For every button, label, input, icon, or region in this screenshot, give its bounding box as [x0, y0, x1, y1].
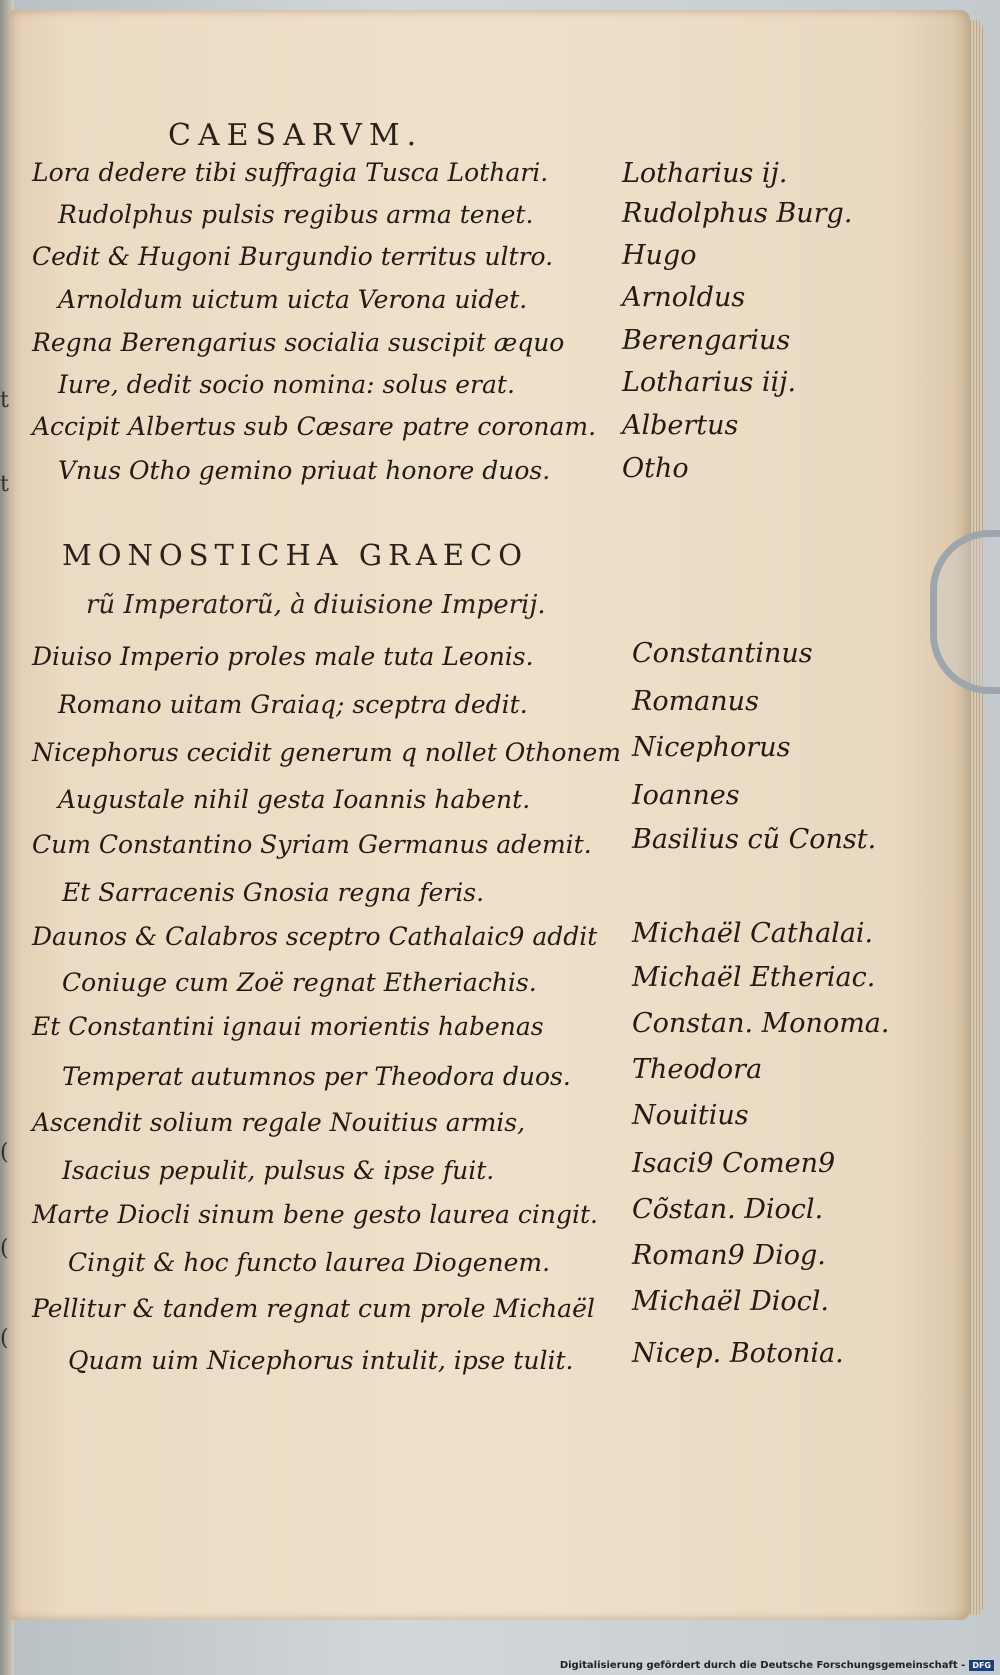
margin-name: Berengarius: [622, 325, 791, 356]
verse-line: Et Constantini ignaui morientis habenas: [32, 1012, 544, 1041]
margin-name: Otho: [622, 453, 689, 484]
verse-line: Nicephorus cecidit generum q nollet Othonem: [32, 738, 622, 767]
verse-line: Arnoldum uictum uicta Verona uidet.: [58, 285, 528, 314]
verse-line: Ascendit solium regale Nouitius armis,: [32, 1108, 526, 1137]
left-margin-mark: t: [0, 388, 9, 413]
verse-line: Cedit & Hugoni Burgundio territus ultro.: [32, 242, 554, 271]
verse-line: Isacius pepulit, pulsus & ipse fuit.: [62, 1156, 495, 1185]
margin-name: Michaël Etheriac.: [632, 962, 876, 993]
left-margin-mark: (: [0, 1326, 9, 1351]
margin-name: Michaël Diocl.: [632, 1286, 829, 1317]
credit-text: Digitalisierung gefördert durch die Deutsche Forschungsgemeinschaft -: [559, 1660, 966, 1671]
verse-line: Quam uim Nicephorus intulit, ipse tulit.: [68, 1346, 574, 1375]
margin-name: Hugo: [622, 240, 697, 271]
verse-line: Temperat autumnos per Theodora duos.: [62, 1062, 571, 1091]
verse-line: Cingit & hoc functo laurea Diogenem.: [68, 1248, 551, 1277]
margin-name: Albertus: [622, 410, 739, 441]
margin-name: Lotharius ij.: [622, 158, 788, 189]
verse-line: Diuiso Imperio proles male tuta Leonis.: [32, 642, 534, 671]
section-subtitle: rũ Imperatorũ, à diuisione Imperij.: [86, 590, 546, 620]
verse-line: Et Sarracenis Gnosia regna feris.: [62, 878, 485, 907]
margin-name: Lotharius iij.: [622, 367, 797, 398]
margin-name: Michaël Cathalai.: [632, 918, 874, 949]
margin-name: Arnoldus: [622, 282, 746, 313]
verse-line: Daunos & Calabros sceptro Cathalaic9 addit: [32, 922, 598, 951]
verse-line: Vnus Otho gemino priuat honore duos.: [58, 456, 551, 485]
left-margin-mark: t: [0, 472, 9, 497]
margin-name: Constan. Monoma.: [632, 1008, 890, 1039]
dfg-logo: DFG: [969, 1660, 994, 1671]
margin-name: Ioannes: [632, 780, 740, 811]
verse-line: Accipit Albertus sub Cæsare patre coronam.: [32, 412, 597, 441]
section-title: MONOSTICHA GRAECO: [62, 538, 529, 572]
margin-name: Basilius cũ Const.: [632, 824, 877, 855]
left-margin-mark: (: [0, 1236, 9, 1261]
margin-name: Constantinus: [632, 638, 813, 669]
margin-name: Isaci9 Comen9: [632, 1148, 836, 1179]
book-page: [10, 10, 970, 1620]
margin-name: Rudolphus Burg.: [622, 198, 853, 229]
verse-line: Pellitur & tandem regnat cum prole Michaël: [32, 1294, 595, 1323]
verse-line: Coniuge cum Zoë regnat Etheriachis.: [62, 968, 537, 997]
verse-line: Iure, dedit socio nomina: solus erat.: [58, 370, 515, 399]
verse-line: Regna Berengarius socialia suscipit æquo: [32, 328, 565, 357]
margin-name: Cõstan. Diocl.: [632, 1194, 824, 1225]
margin-name: Romanus: [632, 686, 759, 717]
verse-line: Romano uitam Graiaq; sceptra dedit.: [58, 690, 528, 719]
verse-line: Marte Diocli sinum bene gesto laurea cingit.: [32, 1200, 598, 1229]
verse-line: Cum Constantino Syriam Germanus ademit.: [32, 830, 592, 859]
verse-line: Lora dedere tibi suffragia Tusca Lothari.: [32, 158, 549, 187]
margin-name: Nouitius: [632, 1100, 749, 1131]
margin-name: Nicep. Botonia.: [632, 1338, 844, 1369]
digitization-credit: [560, 1660, 994, 1671]
running-heading: CAESARVM.: [168, 118, 424, 153]
left-margin-mark: (: [0, 1140, 9, 1165]
verse-line: Rudolphus pulsis regibus arma tenet.: [58, 200, 534, 229]
margin-name: Nicephorus: [632, 732, 791, 763]
verse-line: Augustale nihil gesta Ioannis habent.: [58, 785, 531, 814]
margin-name: Theodora: [632, 1054, 763, 1085]
margin-name: Roman9 Diog.: [632, 1240, 826, 1271]
